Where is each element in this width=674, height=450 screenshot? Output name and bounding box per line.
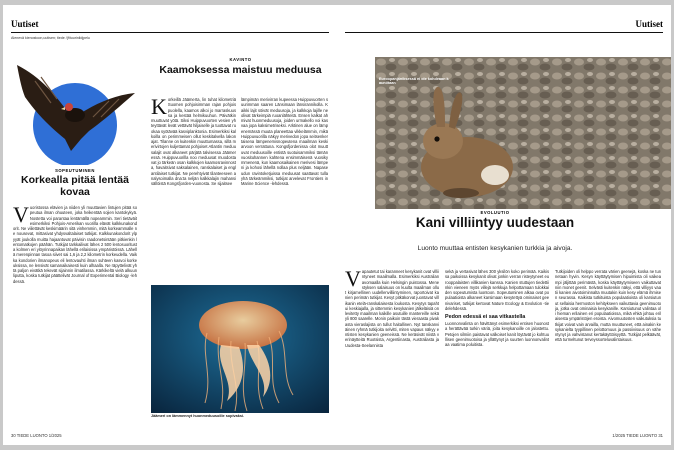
story2-kicker: KAVINTO <box>229 57 252 62</box>
story1-body <box>13 205 137 431</box>
story-col2 <box>445 269 549 419</box>
story2-col1 <box>151 97 236 280</box>
header-rule <box>11 32 329 33</box>
story1-text: uoristossa elävien ja niiden yli muuttavien lintujen pitää sopeutua ilman ohuuteen, joka heikentää sojien kantokykyä. Nostetta voi parantaa lentämällä nopeammin. Seri tietäväit esimerkiksi Pohjois-Amerikan vuorilla elävät kalkkunakondorit. Ne viilettävät keskimäärin sitä vinhemmin, mitä korkeammalle ne nousevat, mittasivat yhdysvaltalaiset tutkijat. Kalkkunakondorit ylpyyät joukolla muitta hajaantuvat päivisin raadonetsintään pitkienkin lentomatkojen päähän. Tutkijat tarkkailivat lähes 2 500 lentosuoritusta kolmen eri ylöyrinnapaikan lähellä erilaisissa ympäristöissä. Lähellä merenpinnan tasoa siivet sai 1,6 ja 2,2 kilometrin korkeudella. Vaikka kondorien ilmanopeus eli lentovauhti ilman suhteen kasvoi korkeuksissa, ne lensivät samanaikaisesti kuin alhaalla. Ne räpyttelivät yhtä paljon eivätkä tekevät sijainnin ilmatilassa. Kärkikeltä vielä alkuun liputta, koska tutkijat päättelivät Journal of Experimental Biology -lehdessä. <box>13 205 137 284</box>
story2-dropcap: K <box>151 97 167 119</box>
condor-photo <box>11 47 139 165</box>
left-page <box>3 5 337 445</box>
section-tagline: Alenevä kienostoon,uutisen; tiede /(fituurinlidjpelu <box>11 36 90 40</box>
story-subhead: Pedon edessä ei saa vitkastella <box>445 314 526 320</box>
story-col3: Tutkijoiden oli helppo verrata värien geenejä, koska ne tunnetaan hyvin. Kesyn käyttäytymisen hipuimista oli vaikeampi jäljittää perimästä, koska käyttäytymiseen vaikuttavat niin monet geenit. Selvästi kuitenkin näkyi, että villiyys vaatii kanien aivotoiminnalta muutakin kuin kesy elämä ihmisen seurassa. Kaikista tutkituista populaatioista oli karsiutunut sellaisia hermoston kehitykseen vaikuttavia geenimuotoja, jotka ovat ominaisia kesykanille. Karsiutunut valintaa oli hieman erilainen eri populaatioissa, mikä ehkä johtuu erilaisesta ympäristöjen eroista. Aivomuutosten vaikutuksia tutkijat voivat vain arvailla, mutta muuttuneet, että ainakin kesykanielta tyypillinen pelottomuus ja passiivisuus on vähentynyt ja vahvistanut kertakäyttöisyyttä. Tutkijat pelkäävät, että turmeltunut terveyssorteluvalintaisuus. <box>555 269 661 343</box>
story-kicker: EVOLUUTIO <box>480 210 510 215</box>
header-rule <box>345 32 663 33</box>
story1-dropcap: V <box>13 205 29 227</box>
story-col2-text: sekä ja vertasivat lähes 300 yksilön koko perimää. Kaikissa paikoissa kesykanit olivat jonkin verran risteytyneet eurooppalaisten villikanien kanssa. Kanien stuttujen tiedettiinkin vieneen myös villejä serkkuja helpottamaan tulokkaiden sopeutumista luontoon. Sopeutuminen alkaa ovat populaatioista alkaneet karsimaan kesytettyä ominaiset geenivariset, tutkijat kertovat Nature Ecology & Evolution -tiedelehdessä. <box>445 269 549 311</box>
story-headline: Kani villiintyy uudestaan <box>415 215 575 230</box>
folio-left: 30 TIEDE LUONTO 1/2025 <box>11 433 62 438</box>
story1-headline: Korkealla pitää lentää kovaa <box>21 174 129 198</box>
story-col1 <box>345 269 439 419</box>
story-dropcap: V <box>345 269 361 291</box>
story1-kicker: SOPEUTUMINEN <box>55 168 95 173</box>
right-page <box>337 5 671 445</box>
jellyfish-photo <box>151 285 329 413</box>
story2-col2: lämpimän merivirran kupeessa Huippuvuorten suurimman saaren Länsimaan länsirannikolla. Kaikki lajit söivät meduusoja, ja kalkkoja lajille ne olivat tärkeimpiä ruoanlähteitä. Ensen kalkat ahmivat huonmeduusoja, joiden urmakello voi kasvaa jopa kaksimetriseksi. Arktinen alue on lämpenemässä muuta planeettaa vikkelämmin, mikä Huippuvuorilla näkyy merivedon jopa seitsenkertaisena lämpenemisnopeutena maailman keskiarvoon verrattuna. Kongsfjordenissa olot muuttuvat meduusoille entistä suotuisammiksi tämän vuosituhannen kahtena ensimmäisenä vuosikymmenenä, kun kaamosaikainen merivesi lämpeni ja kohosi lähellä nollaa plus neljään. Napaseudun ravintoketjuissa meduusat saattavat tulla yhä tärkeämmiksi, tutkijat arvelevat Frontiers in Marine Science -lehdessä. <box>241 97 328 186</box>
section-title: Uutiset <box>635 19 663 29</box>
story2-caption: Jäämeri on lämmennyt huonmeduusoille sopivaksi. <box>151 414 245 418</box>
folio-right: 1/2025 TIEDE LUONTO 31 <box>612 433 663 438</box>
story-dek: Luonto muuttaa entisten kesykanien turkkia ja aivoja. <box>417 245 573 252</box>
photo-caption: Euroopanjäniksessä ei ole kohdeaan kauniitaan <box>379 77 449 86</box>
story-col1-text: apautetut tai karanneet kesykanit ovat villiintyneet maailmalla. Esimerkiksi Australian avomaalla kuin Helsingin puistossa. Menestyksen salaisuus on kuulta maailman ollut kirjamellinen uudellenvilliintyminen, raportoivat kanien perimän tutkijat. Kesyt pitkäkorvat juontavat villikanin etelä-ranskalaisesta loukosta. Kesytys tapahtui keskiajalla, ja sittemmin kesykanien jälkeläisiä on levitetty maailman kaikille asutuille mantereille sekä yli 800 saarelle. Monin paikoin tästä vieraasta pivakasta vieraslajista on tullut haitallinen. Nyt tanskanviäinen ryhmä tutkijoita selvitti, miten vapaus näkyy entisten kesykanien geeneissä. Ne keräsivät niistä verinäytteitä Ruotsista, Argentiinasta, Australiasta ja Uudesta-Seelannista <box>345 269 439 348</box>
section-title: Uutiset <box>11 19 39 29</box>
story-col2b-text: Luonnonvalinta on hävittänyt esimerkiksi entisen huonosta herättävää turkin väriä, joita kesykanoille on jalostettu. Petojen silmiin paistavat valkoiset kanit löytävät jo kohtuullisen geenimuotoisa ja yllättynyt ja suurten luonnonvalintaa vaatima poluitista. <box>445 321 549 347</box>
story2-headline: Kaamoksessa maistuu meduusa <box>159 64 322 76</box>
story2-col1-text: orkeillä Jäämerta, lin tuhat kilometriä Suomen pohjoisimman rajan pohjoispuolella, kaamos alkoi jo marraskuussa ja kestää helmikuuhun. Päivätkin muuttuvat yötä. Siksi Huippuvuorten vesien yhteyttävät levät vettävät hiljaiselle ja tuottavat ruokaa syötävää kasviplanktonia. Esimerkiksi kalkoilla on perimmeisen ollut keskitalvella lakon ajat. Tilanne on kuitenkin muuttumassa, sillä merivirtojen kuljettamat pohjoiset Atlantin meduusalajit ovat alkaneet pärjätä talvisessa Jäämeressä. Huippuvuorilla noo meduusat muodostavat jo tärkeän osan kalkkojen kaamosravinnosta, havaitsivat saksalainen, ranskalaiset ja englantilaiset tutkijat. Ne perehtyivät tilanteeseen analysoimalla dna:ta neljän kalkkalajin mahansisällöistä Kongsfjorden-vuonosta. Se sijaitsee <box>151 97 236 186</box>
